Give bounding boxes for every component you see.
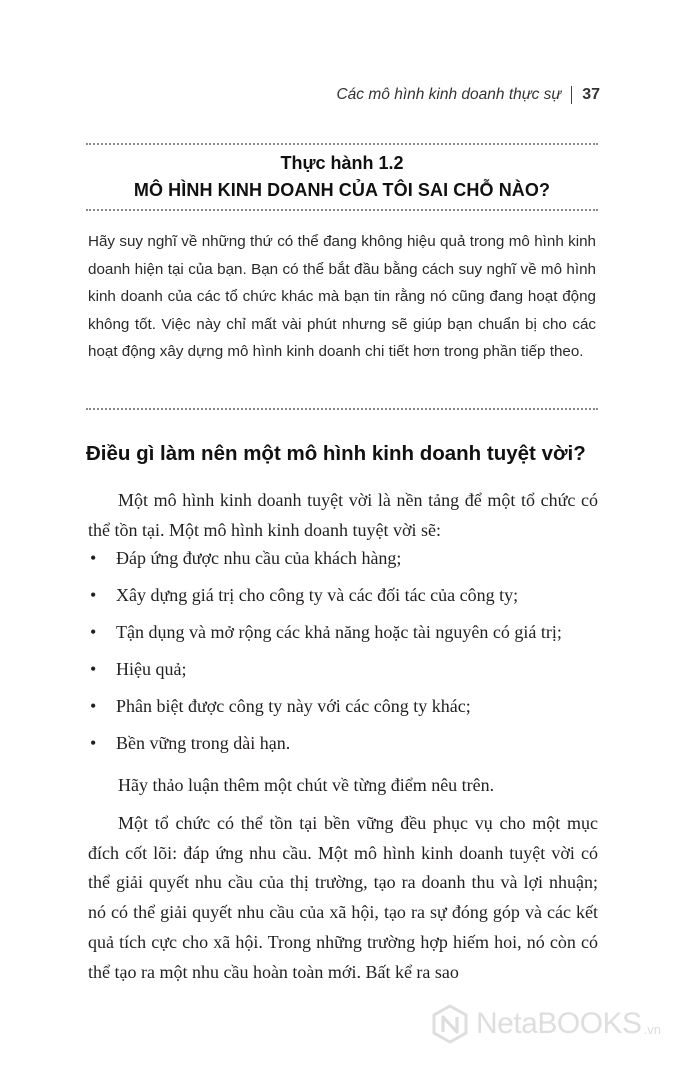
running-header [336, 86, 600, 104]
exercise-title: MÔ HÌNH KINH DOANH CỦA TÔI SAI CHỖ NÀO? [133, 180, 551, 200]
list-item [88, 693, 598, 720]
intro-paragraph: Một mô hình kinh doanh tuyệt vời là nền tảng để một tổ chức có thể tồn tại. Một mô hình kinh doanh tuyệt vời sẽ: [88, 490, 598, 540]
list-item-text: Tận dụng và mở rộng các khả năng hoặc tài nguyên có giá trị; [116, 622, 562, 642]
body-paragraph: Một tổ chức có thể tồn tại bền vững đều phục vụ cho một mục đích cốt lõi: đáp ứng nhu cầu. Một mô hình kinh doanh tuyệt vời có thể giải quyết nhu cầu của thị trường, tạo ra doanh thu và lợi nhuận; nó có thể giải quyết nhu cầu của xã hội, tạo ra sự đóng góp và các kết quả tích cực cho xã hội. Trong những trường hợp hiếm hoi, nó còn có thể tạo ra một nhu cầu hoàn toàn mới. Bất kể ra sao [88, 813, 598, 982]
bullet-icon: • [90, 622, 97, 642]
bullet-icon: • [90, 659, 97, 679]
bullet-icon: • [90, 548, 97, 568]
exercise-bottom-rule [86, 408, 598, 410]
section-heading: Điều gì làm nên một mô hình kinh doanh tuyệt vời? [86, 442, 586, 465]
list-item-text: Bền vững trong dài hạn. [116, 733, 291, 753]
list-item [88, 619, 598, 646]
exercise-top-rule [86, 143, 598, 145]
page-number: 37 [582, 86, 600, 103]
running-title: Các mô hình kinh doanh thực sự [336, 86, 562, 103]
exercise-label: Thực hành 1.2 [280, 153, 404, 173]
list-item-text: Phân biệt được công ty này với các công ty khác; [116, 696, 471, 716]
exercise-title-rule [86, 209, 598, 211]
bullet-icon: • [90, 696, 97, 716]
bullet-icon: • [90, 733, 97, 753]
netabooks-logo-icon [430, 1004, 470, 1044]
list-item-text: Hiệu quả; [116, 659, 187, 679]
list-item-text: Đáp ứng được nhu cầu của khách hàng; [116, 548, 402, 568]
bullet-icon: • [90, 585, 97, 605]
list-item-text: Xây dựng giá trị cho công ty và các đối tác của công ty; [116, 585, 519, 605]
list-item [88, 730, 598, 757]
discuss-paragraph: Hãy thảo luận thêm một chút về từng điểm nêu trên. [118, 775, 495, 795]
watermark [430, 1004, 661, 1044]
watermark-brand: NetaBOOKS [476, 1007, 642, 1040]
list-item [88, 656, 598, 683]
watermark-domain: .vn [643, 1022, 661, 1037]
list-item [88, 582, 598, 609]
header-separator [571, 86, 572, 104]
bullet-list [88, 545, 598, 767]
exercise-body: Hãy suy nghĩ về những thứ có thể đang không hiệu quả trong mô hình kinh doanh hiện tại của bạn. Bạn có thể bắt đầu bằng cách suy nghĩ về mô hình kinh doanh của các tổ chức khác mà bạn tin rằng nó cũng đang hoạt động không tốt. Việc này chỉ mất vài phút nhưng sẽ giúp bạn chuẩn bị cho các hoạt động xây dựng mô hình kinh doanh chi tiết hơn trong phần tiếp theo. [88, 233, 596, 361]
list-item [88, 545, 598, 572]
